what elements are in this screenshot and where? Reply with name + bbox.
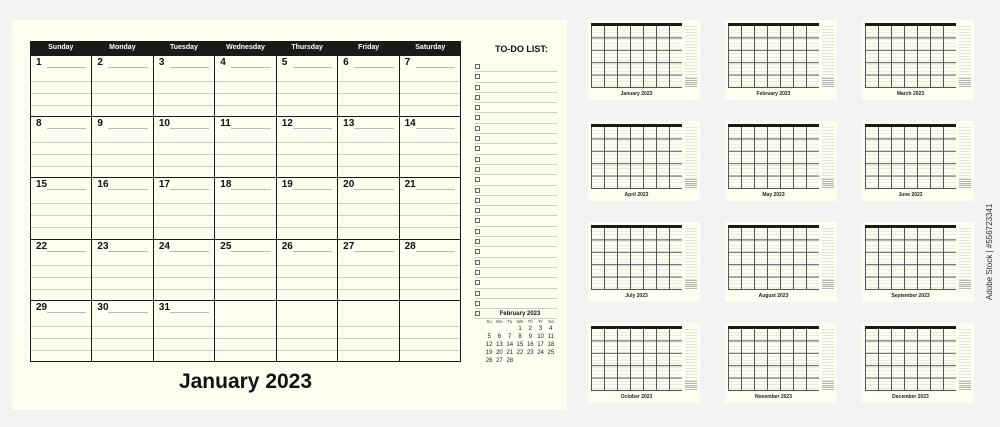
- thumbnail-label: May 2023: [762, 192, 785, 198]
- day-title-line: [416, 67, 455, 68]
- day-title-line: [293, 67, 332, 68]
- day-number: 8: [36, 118, 42, 130]
- thumbnail-grid: [591, 228, 682, 290]
- mini-day: 6: [497, 334, 502, 340]
- day-cell[interactable]: [31, 116, 92, 177]
- day-number: 17: [158, 179, 170, 191]
- todo-item[interactable]: [475, 196, 557, 206]
- day-title-line: [170, 312, 209, 313]
- thumbnail-label: September 2023: [891, 293, 930, 299]
- day-number: 1: [36, 57, 42, 68]
- mini-day: 18: [547, 342, 555, 348]
- day-number: 11: [220, 118, 231, 130]
- weekday-header: [30, 41, 461, 55]
- thumbnail-grid: [865, 228, 956, 290]
- day-number: 23: [97, 240, 109, 252]
- day-cell[interactable]: [92, 116, 153, 177]
- day-title-line: [170, 251, 209, 252]
- day-cell[interactable]: [400, 55, 461, 116]
- day-title-line: [293, 251, 332, 252]
- day-cell[interactable]: [154, 55, 215, 116]
- todo-checkbox[interactable]: [475, 291, 480, 296]
- day-cell[interactable]: [31, 300, 92, 361]
- todo-checkbox[interactable]: [475, 136, 480, 141]
- day-title-line: [293, 128, 332, 129]
- todo-item[interactable]: [475, 113, 557, 123]
- mini-day: 23: [526, 350, 534, 356]
- todo-item[interactable]: [475, 62, 557, 72]
- thumbnail-label: February 2023: [756, 91, 791, 97]
- thumbnail-mini: [822, 381, 834, 390]
- thumbnail-side: [822, 125, 834, 185]
- month-thumbnail[interactable]: [862, 121, 974, 201]
- todo-item[interactable]: [475, 299, 557, 309]
- thumbnail-side: [959, 226, 971, 286]
- day-cell[interactable]: [400, 239, 461, 300]
- todo-checkbox[interactable]: [475, 208, 480, 213]
- mini-day: [525, 358, 535, 364]
- day-cell[interactable]: [215, 55, 276, 116]
- mini-day: 11: [547, 334, 554, 340]
- month-thumbnail[interactable]: [725, 222, 837, 302]
- mini-day: 20: [496, 350, 503, 356]
- thumbnail-grid: [591, 127, 682, 189]
- todo-item[interactable]: [475, 186, 557, 196]
- day-number: 4: [220, 57, 226, 68]
- day-number: 6: [343, 57, 349, 68]
- thumbnail-mini: [822, 78, 834, 87]
- todo-checkbox[interactable]: [475, 198, 480, 203]
- day-title-line: [416, 251, 455, 252]
- day-cell[interactable]: [400, 300, 461, 361]
- mini-day: 9: [528, 334, 532, 340]
- mini-calendar-title: February 2023: [499, 311, 541, 317]
- day-cell[interactable]: [338, 239, 399, 300]
- thumbnail-side: [685, 327, 697, 387]
- todo-item[interactable]: [475, 134, 557, 144]
- page-title: January 2023: [178, 370, 313, 393]
- main-calendar-page: [12, 20, 567, 410]
- todo-item[interactable]: [475, 124, 557, 134]
- todo-checkbox[interactable]: [475, 249, 480, 254]
- mini-day: 14: [506, 342, 514, 348]
- day-cell[interactable]: [154, 116, 215, 177]
- day-cell[interactable]: [338, 55, 399, 116]
- todo-item[interactable]: [475, 144, 557, 154]
- mini-day: 3: [538, 326, 543, 332]
- day-title-line: [47, 128, 86, 129]
- thumbnail-label: October 2023: [620, 394, 653, 400]
- thumbnail-mini: [685, 280, 697, 289]
- day-title-line: [354, 128, 393, 129]
- day-cell[interactable]: [154, 300, 215, 361]
- day-number: 19: [281, 179, 293, 191]
- day-title-line: [108, 251, 147, 252]
- todo-checkbox[interactable]: [475, 105, 480, 110]
- mini-day: 7: [508, 334, 512, 340]
- mini-day: 16: [526, 342, 534, 348]
- month-thumbnail[interactable]: [725, 323, 837, 403]
- thumbnail-mini: [685, 179, 697, 188]
- todo-checkbox[interactable]: [475, 115, 480, 120]
- mini-day: [535, 358, 545, 364]
- day-cell[interactable]: [31, 55, 92, 116]
- day-title-line: [108, 67, 147, 68]
- day-title-line: [170, 128, 209, 129]
- day-cell[interactable]: [400, 116, 461, 177]
- thumbnail-side: [822, 24, 834, 84]
- todo-checkbox[interactable]: [475, 167, 480, 172]
- day-cell[interactable]: [215, 116, 276, 177]
- day-cell[interactable]: [215, 300, 276, 361]
- thumbnail-mini: [685, 78, 697, 87]
- todo-item[interactable]: [475, 227, 557, 237]
- day-number: 22: [36, 240, 48, 252]
- day-title-line: [231, 67, 270, 68]
- mini-day: [505, 326, 515, 332]
- weekday-monday: Monday: [109, 44, 136, 51]
- day-cell[interactable]: [215, 239, 276, 300]
- month-thumbnail[interactable]: [588, 323, 700, 403]
- thumbnail-mini: [959, 179, 971, 188]
- todo-item[interactable]: [475, 216, 557, 226]
- day-cell[interactable]: [277, 300, 338, 361]
- todo-item[interactable]: [475, 289, 557, 299]
- day-title-line: [416, 189, 455, 190]
- todo-item[interactable]: [475, 247, 557, 257]
- month-thumbnail[interactable]: [725, 20, 837, 100]
- mini-day: 13: [496, 342, 503, 348]
- mini-day: 21: [506, 350, 514, 356]
- mini-day: [515, 358, 525, 364]
- day-title-line: [354, 251, 393, 252]
- todo-checkbox[interactable]: [475, 126, 480, 131]
- day-cell[interactable]: [277, 55, 338, 116]
- todo-list: [475, 62, 557, 319]
- mini-day: 4: [549, 326, 553, 332]
- thumbnail-grid: [591, 329, 682, 391]
- todo-item[interactable]: [475, 103, 557, 113]
- day-title-line: [108, 128, 147, 129]
- todo-item[interactable]: [475, 83, 557, 93]
- day-number: 15: [36, 179, 48, 191]
- day-number: 20: [343, 179, 355, 191]
- day-title-line: [354, 67, 393, 68]
- thumbnail-mini: [822, 280, 834, 289]
- todo-item[interactable]: [475, 93, 557, 103]
- todo-checkbox[interactable]: [475, 64, 480, 69]
- thumbnail-grid: [728, 127, 819, 189]
- day-cell[interactable]: [400, 177, 461, 238]
- day-cell[interactable]: [31, 239, 92, 300]
- weekday-tuesday: Tuesday: [170, 44, 198, 51]
- day-title-line: [416, 128, 455, 129]
- month-thumbnail[interactable]: [862, 20, 974, 100]
- mini-day: 19: [485, 350, 493, 356]
- todo-item[interactable]: [475, 72, 557, 82]
- day-number: 24: [158, 240, 170, 252]
- todo-item[interactable]: [475, 165, 557, 175]
- weekday-sunday: Sunday: [48, 44, 74, 51]
- day-cell[interactable]: [31, 177, 92, 238]
- day-title-line: [231, 251, 270, 252]
- todo-checkbox[interactable]: [475, 229, 480, 234]
- mini-day: [546, 358, 556, 364]
- mini-day: 28: [506, 358, 514, 364]
- day-title-line: [293, 189, 332, 190]
- mini-day: 25: [547, 350, 555, 356]
- thumbnail-side: [822, 226, 834, 286]
- mini-day: 27: [496, 358, 503, 364]
- todo-checkbox[interactable]: [475, 95, 480, 100]
- todo-item[interactable]: [475, 155, 557, 165]
- day-number: 30: [97, 301, 109, 313]
- day-number: 7: [404, 57, 411, 68]
- weekday-thursday: Thursday: [291, 44, 323, 51]
- todo-item[interactable]: [475, 268, 557, 278]
- day-title-line: [170, 189, 209, 190]
- day-title-line: [47, 251, 86, 252]
- day-number: 18: [220, 179, 232, 191]
- mini-weekday: We: [516, 319, 524, 324]
- thumbnail-mini: [959, 381, 971, 390]
- mini-day: [484, 326, 494, 332]
- mini-weekday: Th: [527, 319, 533, 324]
- day-cell[interactable]: [277, 177, 338, 238]
- thumbnail-side: [959, 327, 971, 387]
- todo-checkbox[interactable]: [475, 301, 480, 306]
- day-cell[interactable]: [154, 177, 215, 238]
- day-number: 29: [36, 301, 48, 313]
- todo-title: TO-DO LIST:: [495, 44, 548, 54]
- todo-item[interactable]: [475, 175, 557, 185]
- thumbnail-side: [822, 327, 834, 387]
- thumbnail-grid: [728, 26, 819, 88]
- month-thumbnail[interactable]: [862, 222, 974, 302]
- day-cell[interactable]: [92, 177, 153, 238]
- day-number: 28: [404, 240, 416, 252]
- mini-day: 1: [518, 326, 522, 332]
- todo-checkbox[interactable]: [475, 146, 480, 151]
- mini-day: 24: [537, 350, 544, 356]
- day-cell[interactable]: [338, 300, 399, 361]
- day-cell[interactable]: [215, 177, 276, 238]
- mini-day: 8: [518, 334, 522, 340]
- mini-weekday: Sa: [548, 319, 554, 324]
- thumbnail-grid: [591, 26, 682, 88]
- day-number: 9: [97, 118, 103, 130]
- thumbnail-label: December 2023: [892, 394, 929, 400]
- thumbnail-mini: [822, 179, 834, 188]
- day-number: 21: [404, 179, 416, 191]
- thumbnail-mini: [959, 280, 971, 289]
- thumbnail-side: [959, 125, 971, 185]
- day-cell[interactable]: [338, 177, 399, 238]
- thumbnail-side: [685, 226, 697, 286]
- todo-item[interactable]: [475, 278, 557, 288]
- day-title-line: [354, 189, 393, 190]
- todo-item[interactable]: [475, 206, 557, 216]
- mini-calendar: [484, 311, 556, 364]
- thumbnail-side: [959, 24, 971, 84]
- day-cell[interactable]: [92, 55, 153, 116]
- day-title-line: [108, 189, 147, 190]
- thumbnail-grid: [865, 26, 956, 88]
- month-grid: [30, 55, 461, 362]
- day-number: 26: [281, 240, 293, 252]
- day-cell[interactable]: [277, 116, 338, 177]
- todo-checkbox[interactable]: [475, 260, 480, 265]
- todo-checkbox[interactable]: [475, 188, 480, 193]
- todo-item[interactable]: [475, 237, 557, 247]
- todo-checkbox[interactable]: [475, 218, 480, 223]
- month-thumbnail[interactable]: [588, 222, 700, 302]
- stock-id-label: Adobe Stock | #556723341: [985, 203, 994, 300]
- todo-item[interactable]: [475, 258, 557, 268]
- day-title-line: [231, 189, 270, 190]
- day-cell[interactable]: [277, 239, 338, 300]
- day-number: 13: [343, 118, 355, 130]
- mini-day: 12: [485, 342, 493, 348]
- mini-day: 10: [537, 334, 544, 340]
- thumbnail-label: July 2023: [625, 293, 648, 299]
- day-cell[interactable]: [338, 116, 399, 177]
- mini-weekday: Mo: [496, 319, 503, 324]
- thumbnail-grid: [865, 127, 956, 189]
- thumbnail-mini: [959, 78, 971, 87]
- todo-checkbox[interactable]: [475, 239, 480, 244]
- day-title-line: [47, 189, 86, 190]
- day-title-line: [231, 128, 270, 129]
- mini-weekday: Fr: [538, 319, 543, 324]
- todo-checkbox[interactable]: [475, 74, 480, 79]
- day-title-line: [47, 67, 86, 68]
- day-number: 25: [220, 240, 232, 252]
- mini-day: 22: [516, 350, 524, 356]
- weekday-friday: Friday: [358, 44, 380, 51]
- day-number: 10: [158, 118, 170, 130]
- month-thumbnail[interactable]: [588, 121, 700, 201]
- mini-day: 26: [485, 358, 493, 364]
- day-number: 12: [281, 118, 293, 130]
- day-number: 27: [343, 240, 355, 252]
- month-thumbnail[interactable]: [725, 121, 837, 201]
- day-number: 2: [97, 57, 103, 68]
- thumbnail-side: [685, 24, 697, 84]
- thumbnail-grid: [728, 228, 819, 290]
- mini-weekday: Tu: [507, 319, 513, 324]
- mini-calendar-grid: [484, 319, 556, 364]
- thumbnail-label: November 2023: [755, 394, 792, 400]
- day-cell[interactable]: [154, 239, 215, 300]
- mini-day: 2: [528, 326, 532, 332]
- day-number: 5: [281, 57, 288, 68]
- day-title-line: [170, 67, 209, 68]
- thumbnail-label: June 2023: [898, 192, 923, 198]
- todo-checkbox[interactable]: [475, 85, 480, 90]
- day-title-line: [108, 312, 147, 313]
- todo-checkbox[interactable]: [475, 311, 480, 316]
- month-thumbnail[interactable]: [588, 20, 700, 100]
- day-cell[interactable]: [92, 300, 153, 361]
- thumbnail-side: [685, 125, 697, 185]
- weekday-wednesday: Wednesday: [226, 44, 265, 51]
- todo-checkbox[interactable]: [475, 177, 480, 182]
- mini-day: 17: [537, 342, 544, 348]
- mini-weekday: Su: [486, 319, 492, 324]
- thumbnail-label: March 2023: [896, 91, 925, 97]
- day-title-line: [47, 312, 86, 313]
- thumbnail-grid: [865, 329, 956, 391]
- day-number: 14: [404, 118, 416, 130]
- day-cell[interactable]: [92, 239, 153, 300]
- thumbnail-mini: [685, 381, 697, 390]
- thumbnail-grid: [728, 329, 819, 391]
- thumbnail-label: January 2023: [620, 91, 653, 97]
- thumbnail-label: August 2023: [758, 293, 789, 299]
- day-number: 3: [158, 57, 165, 68]
- day-number: 31: [158, 301, 170, 313]
- mini-day: 5: [487, 334, 491, 340]
- thumbnail-label: April 2023: [624, 192, 649, 198]
- day-number: 16: [97, 179, 109, 191]
- todo-checkbox[interactable]: [475, 157, 480, 162]
- todo-checkbox[interactable]: [475, 280, 480, 285]
- mini-day: 15: [516, 342, 524, 348]
- month-thumbnail[interactable]: [862, 323, 974, 403]
- mini-day: [494, 326, 504, 332]
- weekday-saturday: Saturday: [415, 44, 446, 51]
- todo-checkbox[interactable]: [475, 270, 480, 275]
